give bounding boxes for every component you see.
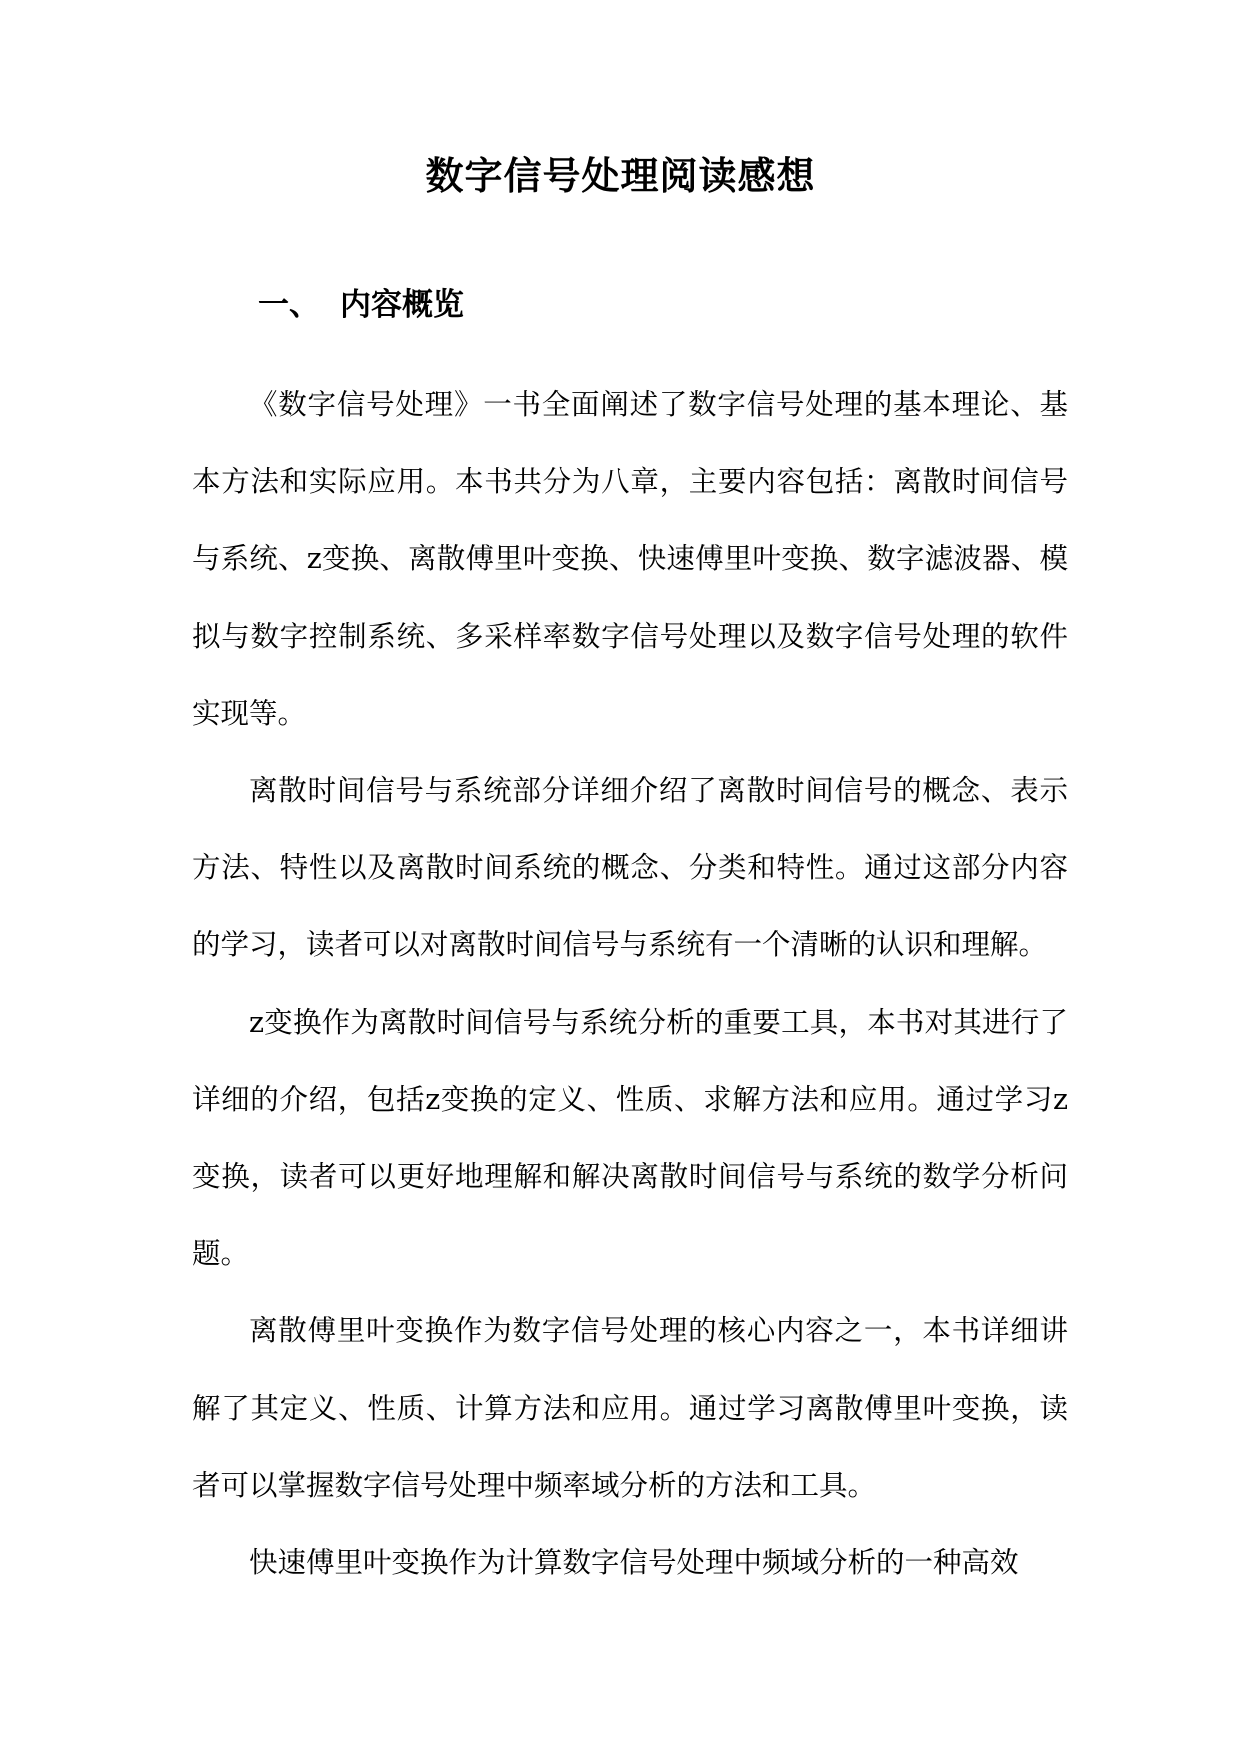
document-title: 数字信号处理阅读感想 — [425, 154, 816, 198]
paragraph-z-transform: z变换作为离散时间信号与系统分析的重要工具，本书对其进行了详细的介绍，包括z变换的定义、性质、求解方法和应用。通过学习z变换，读者可以更好地理解和解决离散时间信号与系统的数学分析问题。 — [192, 1005, 1068, 1271]
paragraph-dft: 离散傅里叶变换作为数字信号处理的核心内容之一，本书详细讲解了其定义、性质、计算方法和应用。通过学习离散傅里叶变换，读者可以掌握数字信号处理中频率域分析的方法和工具。 — [192, 1314, 1068, 1502]
paragraph-fft: 快速傅里叶变换作为计算数字信号处理中频域分析的一种高效 — [249, 1546, 1019, 1580]
section-heading-text: 内容概览 — [340, 287, 464, 323]
section-number: 一、 — [258, 287, 320, 323]
section-heading — [258, 282, 464, 328]
paragraph-overview: 《数字信号处理》一书全面阐述了数字信号处理的基本理论、基本方法和实际应用。本书共分为八章，主要内容包括：离散时间信号与系统、z变换、离散傅里叶变换、快速傅里叶变换、数字滤波器、模拟与数字控制系统、多采样率数字信号处理以及数字信号处理的软件实现等。 — [192, 388, 1068, 730]
paragraph-discrete-signals: 离散时间信号与系统部分详细介绍了离散时间信号的概念、表示方法、特性以及离散时间系统的概念、分类和特性。通过这部分内容的学习，读者可以对离散时间信号与系统有一个清晰的认识和理解。 — [192, 774, 1068, 962]
body-text — [192, 366, 1068, 1601]
